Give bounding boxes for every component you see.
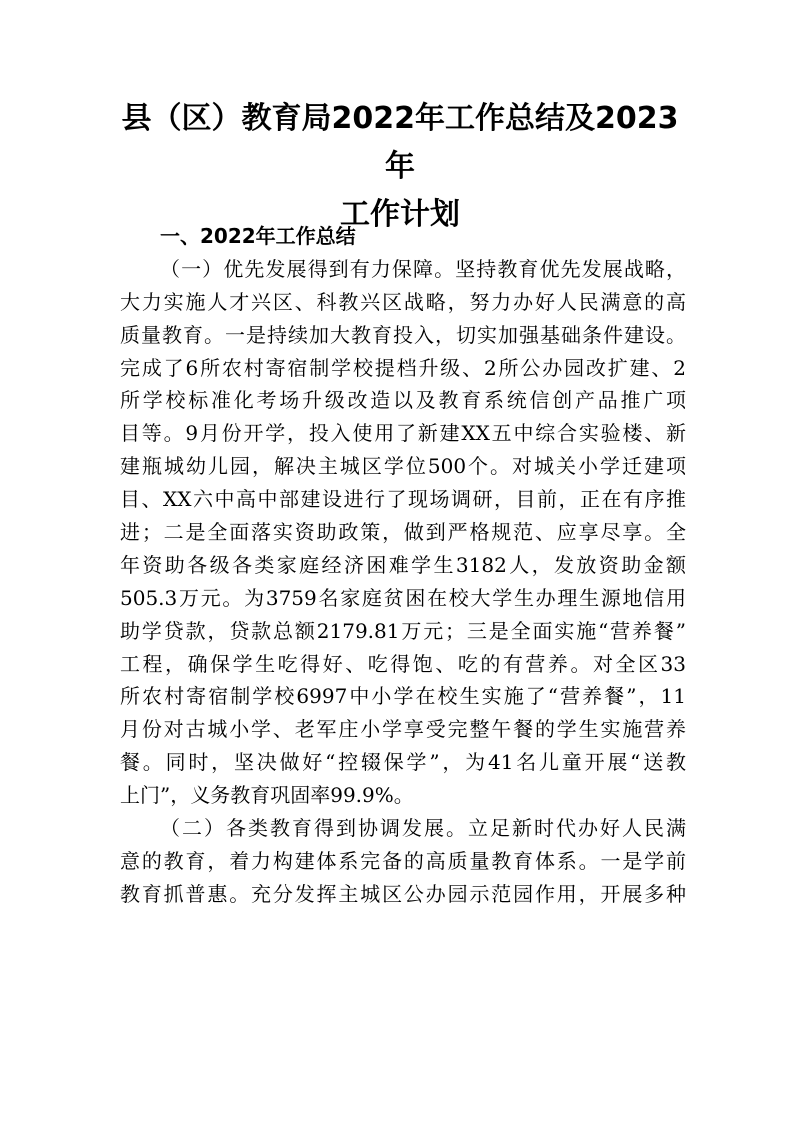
document-body [120,220,686,911]
paragraph-line: 意的教育，着力构建体系完备的高质量教育体系。一是学前 [120,848,686,873]
paragraph-line: 所学校标准化考场升级改造以及教育系统信创产品推广项 [120,388,686,413]
paragraph-line: 月份对古城小学、老军庄小学享受完整午餐的学生实施营养 [120,717,686,742]
paragraph-line: 目、XX六中高中部建设进行了现场调研，目前，正在有序推 [120,487,686,512]
paragraph-line: 完成了6所农村寄宿制学校提档升级、2所公办园改扩建、2 [120,355,686,380]
paragraph-line: 质量教育。一是持续加大教育投入，切实加强基础条件建设。 [120,322,686,347]
paragraph-line: 建瓶城幼儿园，解决主城区学位500个。对城关小学迁建项 [120,454,686,479]
paragraph-line: 所农村寄宿制学校6997中小学在校生实施了“营养餐”，11 [120,684,686,709]
paragraph-line: 年资助各级各类家庭经济困难学生3182人，发放资助金额 [120,552,686,577]
paragraph-line: 工程，确保学生吃得好、吃得饱、吃的有营养。对全区33 [120,651,686,676]
paragraph-line: 餐。同时，坚决做好“控辍保学”，为41名儿童开展“送教 [120,750,686,775]
paragraph-line: 进；二是全面落实资助政策，做到严格规范、应享尽享。全 [120,520,686,545]
title-line-2: 工作计划 [340,197,460,232]
paragraph-line: 505.3万元。为3759名家庭贫困在校大学生办理生源地信用 [120,585,686,610]
paragraph-line: 教育抓普惠。充分发挥主城区公办园示范园作用，开展多种 [120,881,686,906]
document-title [110,95,690,239]
paragraph-line: 目等。9月份开学，投入使用了新建XX五中综合实验楼、新 [120,421,686,446]
section-heading: 一、2022年工作总结 [160,224,356,248]
paragraph-line: 大力实施人才兴区、科教兴区战略，努力办好人民满意的高 [120,289,686,314]
paragraph-line: 助学贷款，贷款总额2179.81万元；三是全面实施“营养餐” [120,618,686,643]
paragraph-line: （一）优先发展得到有力保障。坚持教育优先发展战略， [160,256,686,281]
title-line-1: 县（区）教育局2022年工作总结及2023年 [121,101,679,184]
paragraph-line: （二）各类教育得到协调发展。立足新时代办好人民满 [160,816,686,841]
paragraph-line: 上门”，义务教育巩固率99.9%。 [120,783,414,808]
